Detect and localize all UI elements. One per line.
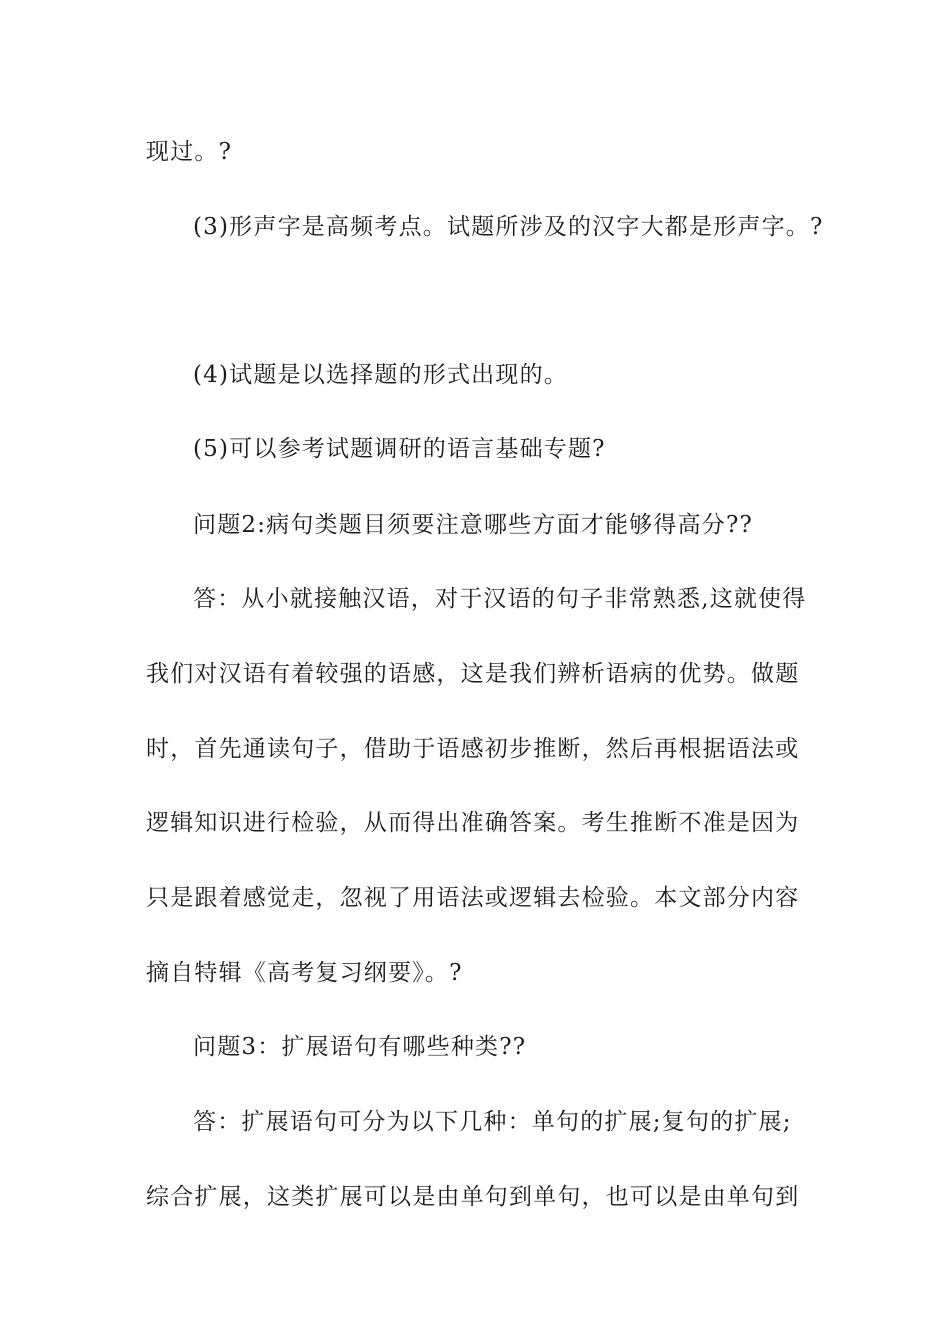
answer-2-line: 我们对汉语有着较强的语感，这是我们辨析语病的优势。做题 [146,661,800,687]
question-3-heading: 问题3：扩展语句有哪些种类?? [193,1034,527,1060]
answer-2-line: 时，首先通读句子，借助于语感初步推断，然后再根据语法或 [146,736,800,762]
answer-3-line: 答：扩展语句可分为以下几种：单句的扩展;复句的扩展; [193,1109,792,1135]
answer-3-line: 综合扩展，这类扩展可以是由单句到单句，也可以是由单句到 [146,1184,800,1210]
list-item-4: (4)试题是以选择题的形式出现的。 [193,362,568,388]
text-line: 现过。? [146,139,233,165]
question-2-heading: 问题2:病句类题目须要注意哪些方面才能够得高分?? [193,512,754,538]
answer-2-line: 只是跟着感觉走，忽视了用语法或逻辑去检验。本文部分内容 [146,885,800,911]
list-item-5: (5)可以参考试题调研的语言基础专题? [193,436,606,462]
answer-2-line: 答：从小就接触汉语，对于汉语的句子非常熟悉,这就使得 [193,586,807,612]
answer-2-line: 逻辑知识进行检验，从而得出准确答案。考生推断不准是因为 [146,810,800,836]
answer-2-line: 摘自特辑《高考复习纲要》。? [146,960,463,986]
list-item-3: (3)形声字是高频考点。试题所涉及的汉字大都是形声字。? [193,214,824,240]
